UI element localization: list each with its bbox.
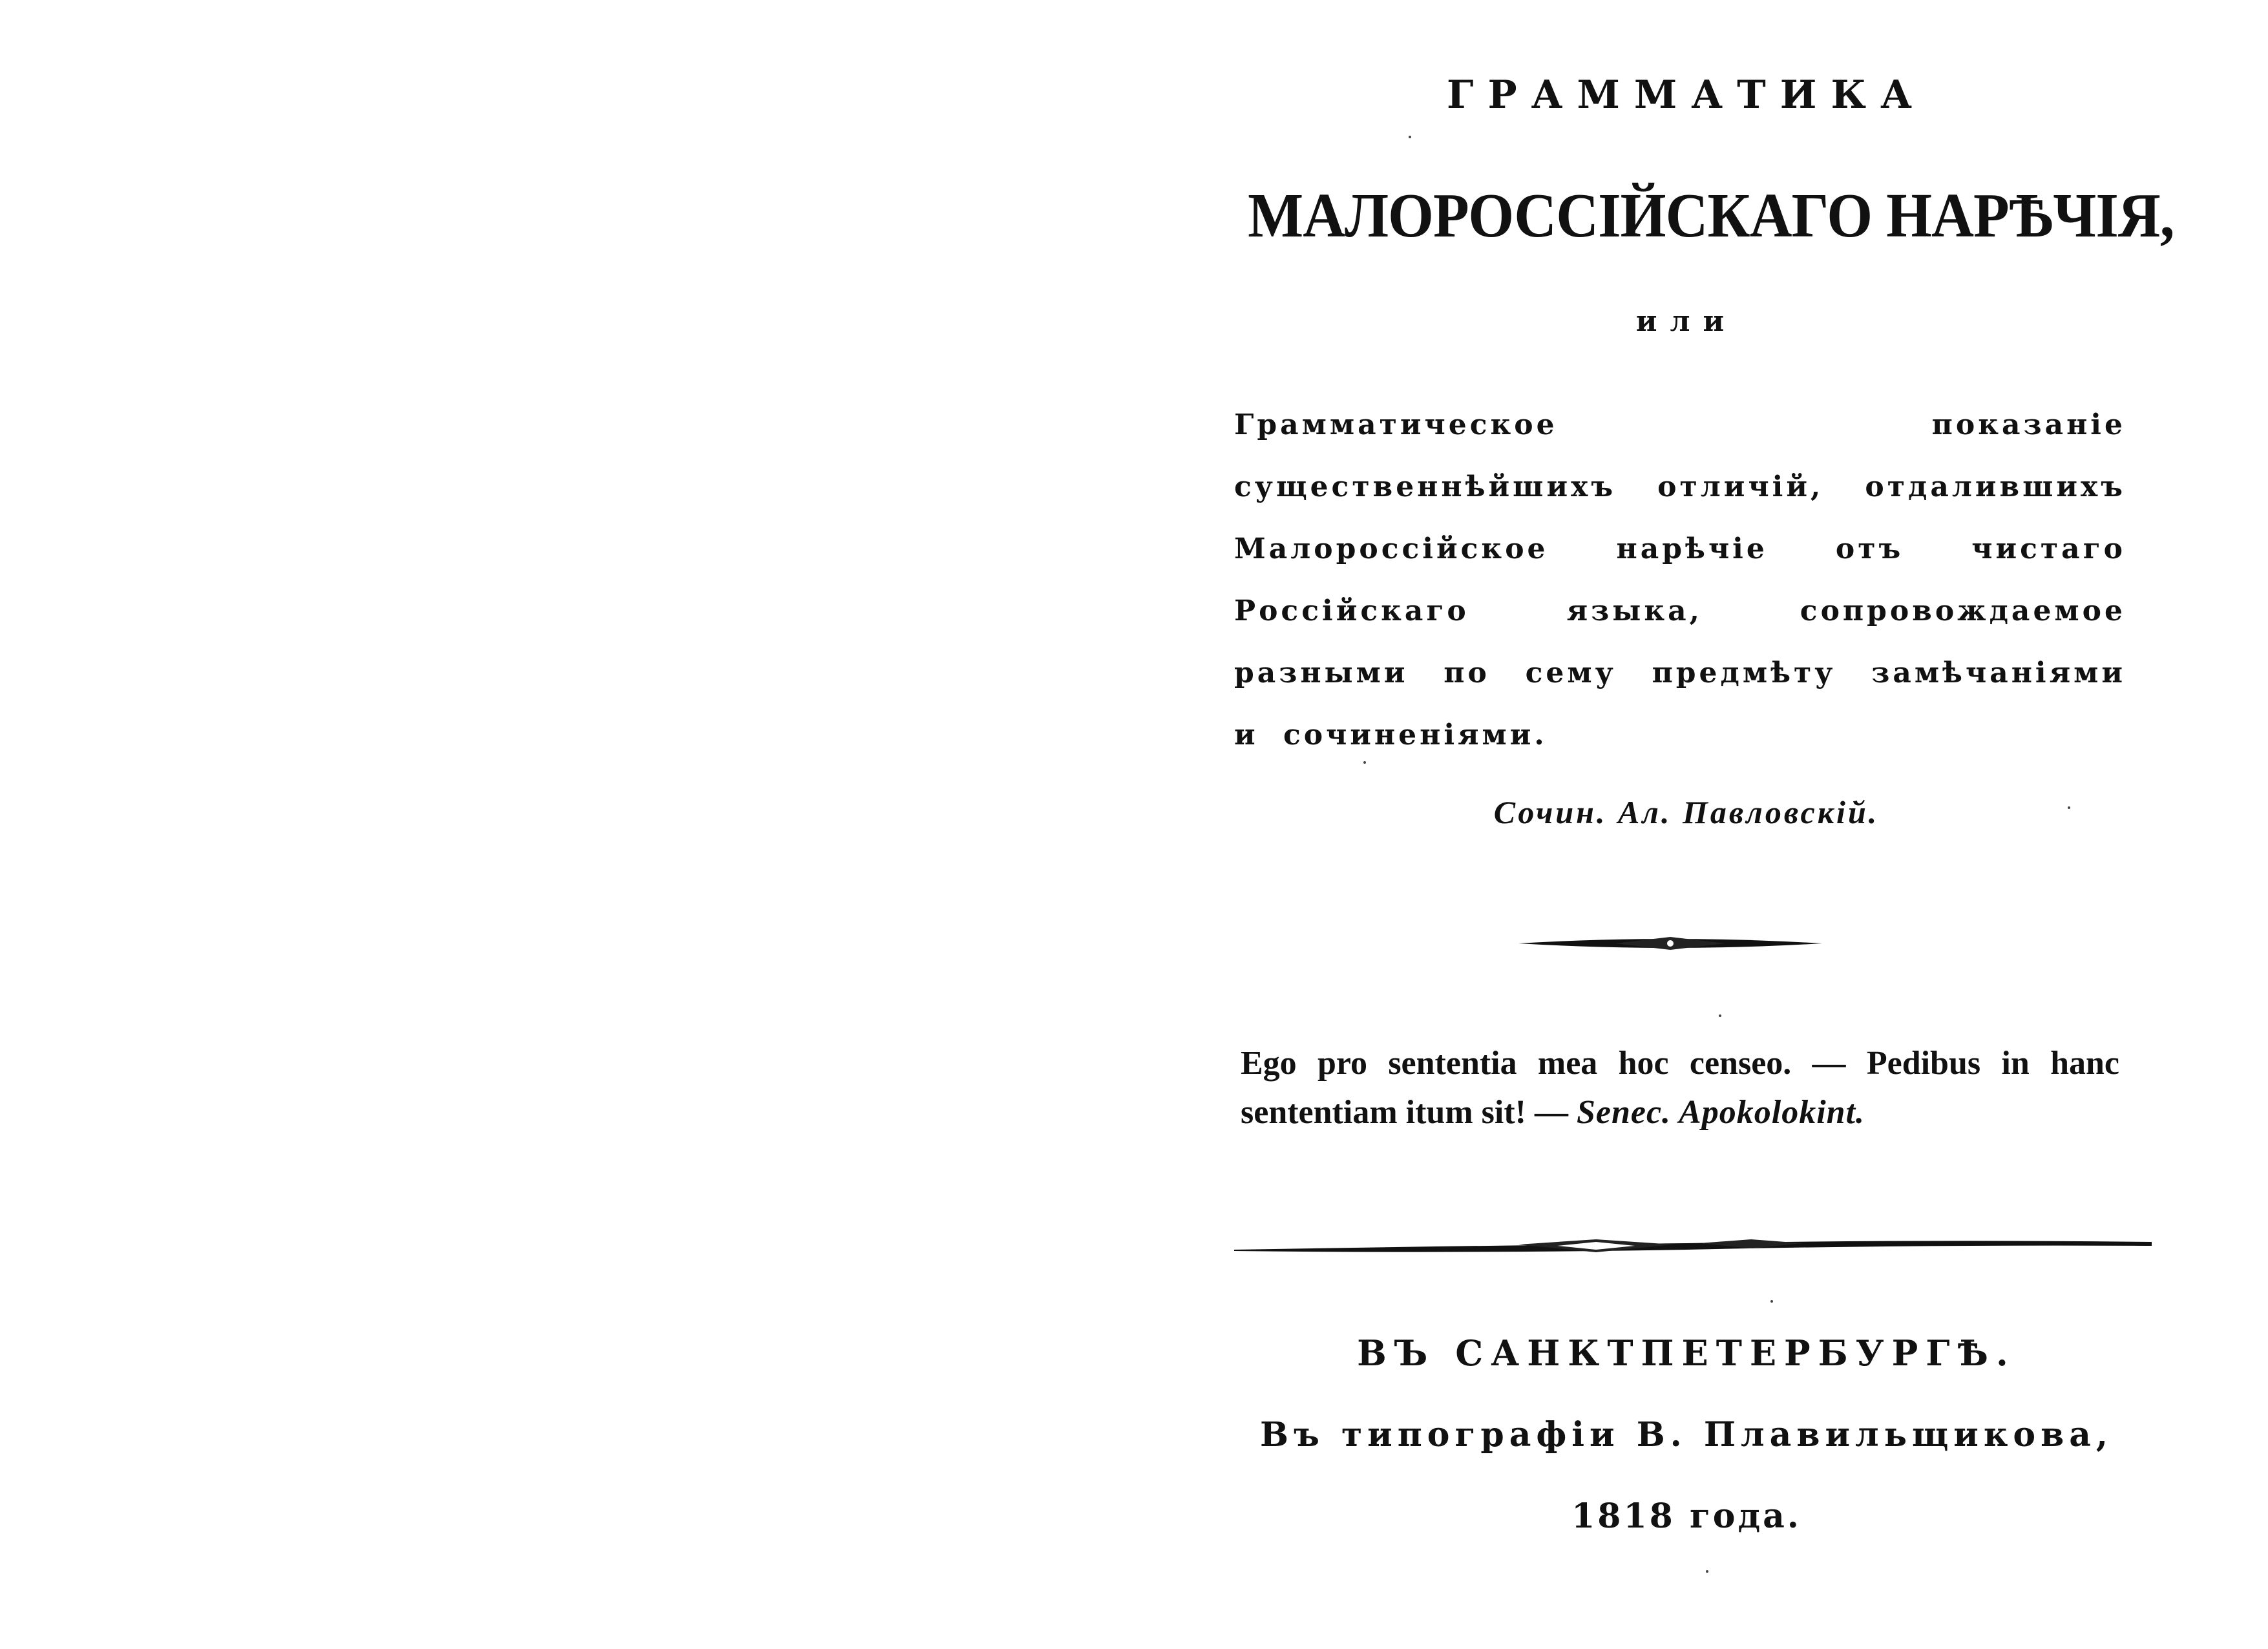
- paper-speck: [1719, 1014, 1721, 1017]
- ornament-rule-top: [1518, 930, 1822, 956]
- title-page: [1215, 0, 2174, 1649]
- paper-speck: [1363, 761, 1366, 764]
- connector-word: или: [1635, 305, 1738, 338]
- paper-speck: [1770, 1300, 1773, 1303]
- book-description: Грамматическое показаніе существеннѣйшихъ отличій, отдалившихъ Малороссійское нарѣчіе отъ чистаго Россійскаго языка, сопровождаемое разными по сему предмѣту замѣчаніями и сочиненіями.: [1234, 408, 2126, 751]
- printer-line: Въ типографіи В. Плавильщикова,: [1260, 1415, 2113, 1455]
- ornament-rule-bottom: [1234, 1230, 2152, 1264]
- paper-speck: [1409, 136, 1411, 138]
- author-line: Сочин. Ал. Павловскій.: [1493, 794, 1880, 830]
- publication-city: ВЪ САНКТПЕТЕРБУРГѢ.: [1357, 1332, 2016, 1374]
- epigraph-text: Ego pro sententia mea hoc censeo. — Pedibus in hanc sententiam itum sit! —: [1241, 1045, 2119, 1131]
- paper-speck: [2068, 806, 2070, 809]
- epigraph-source: Senec. Apokolokint.: [1576, 1094, 1865, 1131]
- publication-year: 1818 года.: [1571, 1497, 1801, 1536]
- paper-speck: [1706, 1570, 1708, 1573]
- book-heading: ГРАММАТИКА: [1447, 72, 1926, 118]
- epigraph: [1241, 1039, 2119, 1137]
- book-subtitle: МАЛОРОССІЙСКАГО НАРѢЧІЯ,: [1248, 181, 2174, 251]
